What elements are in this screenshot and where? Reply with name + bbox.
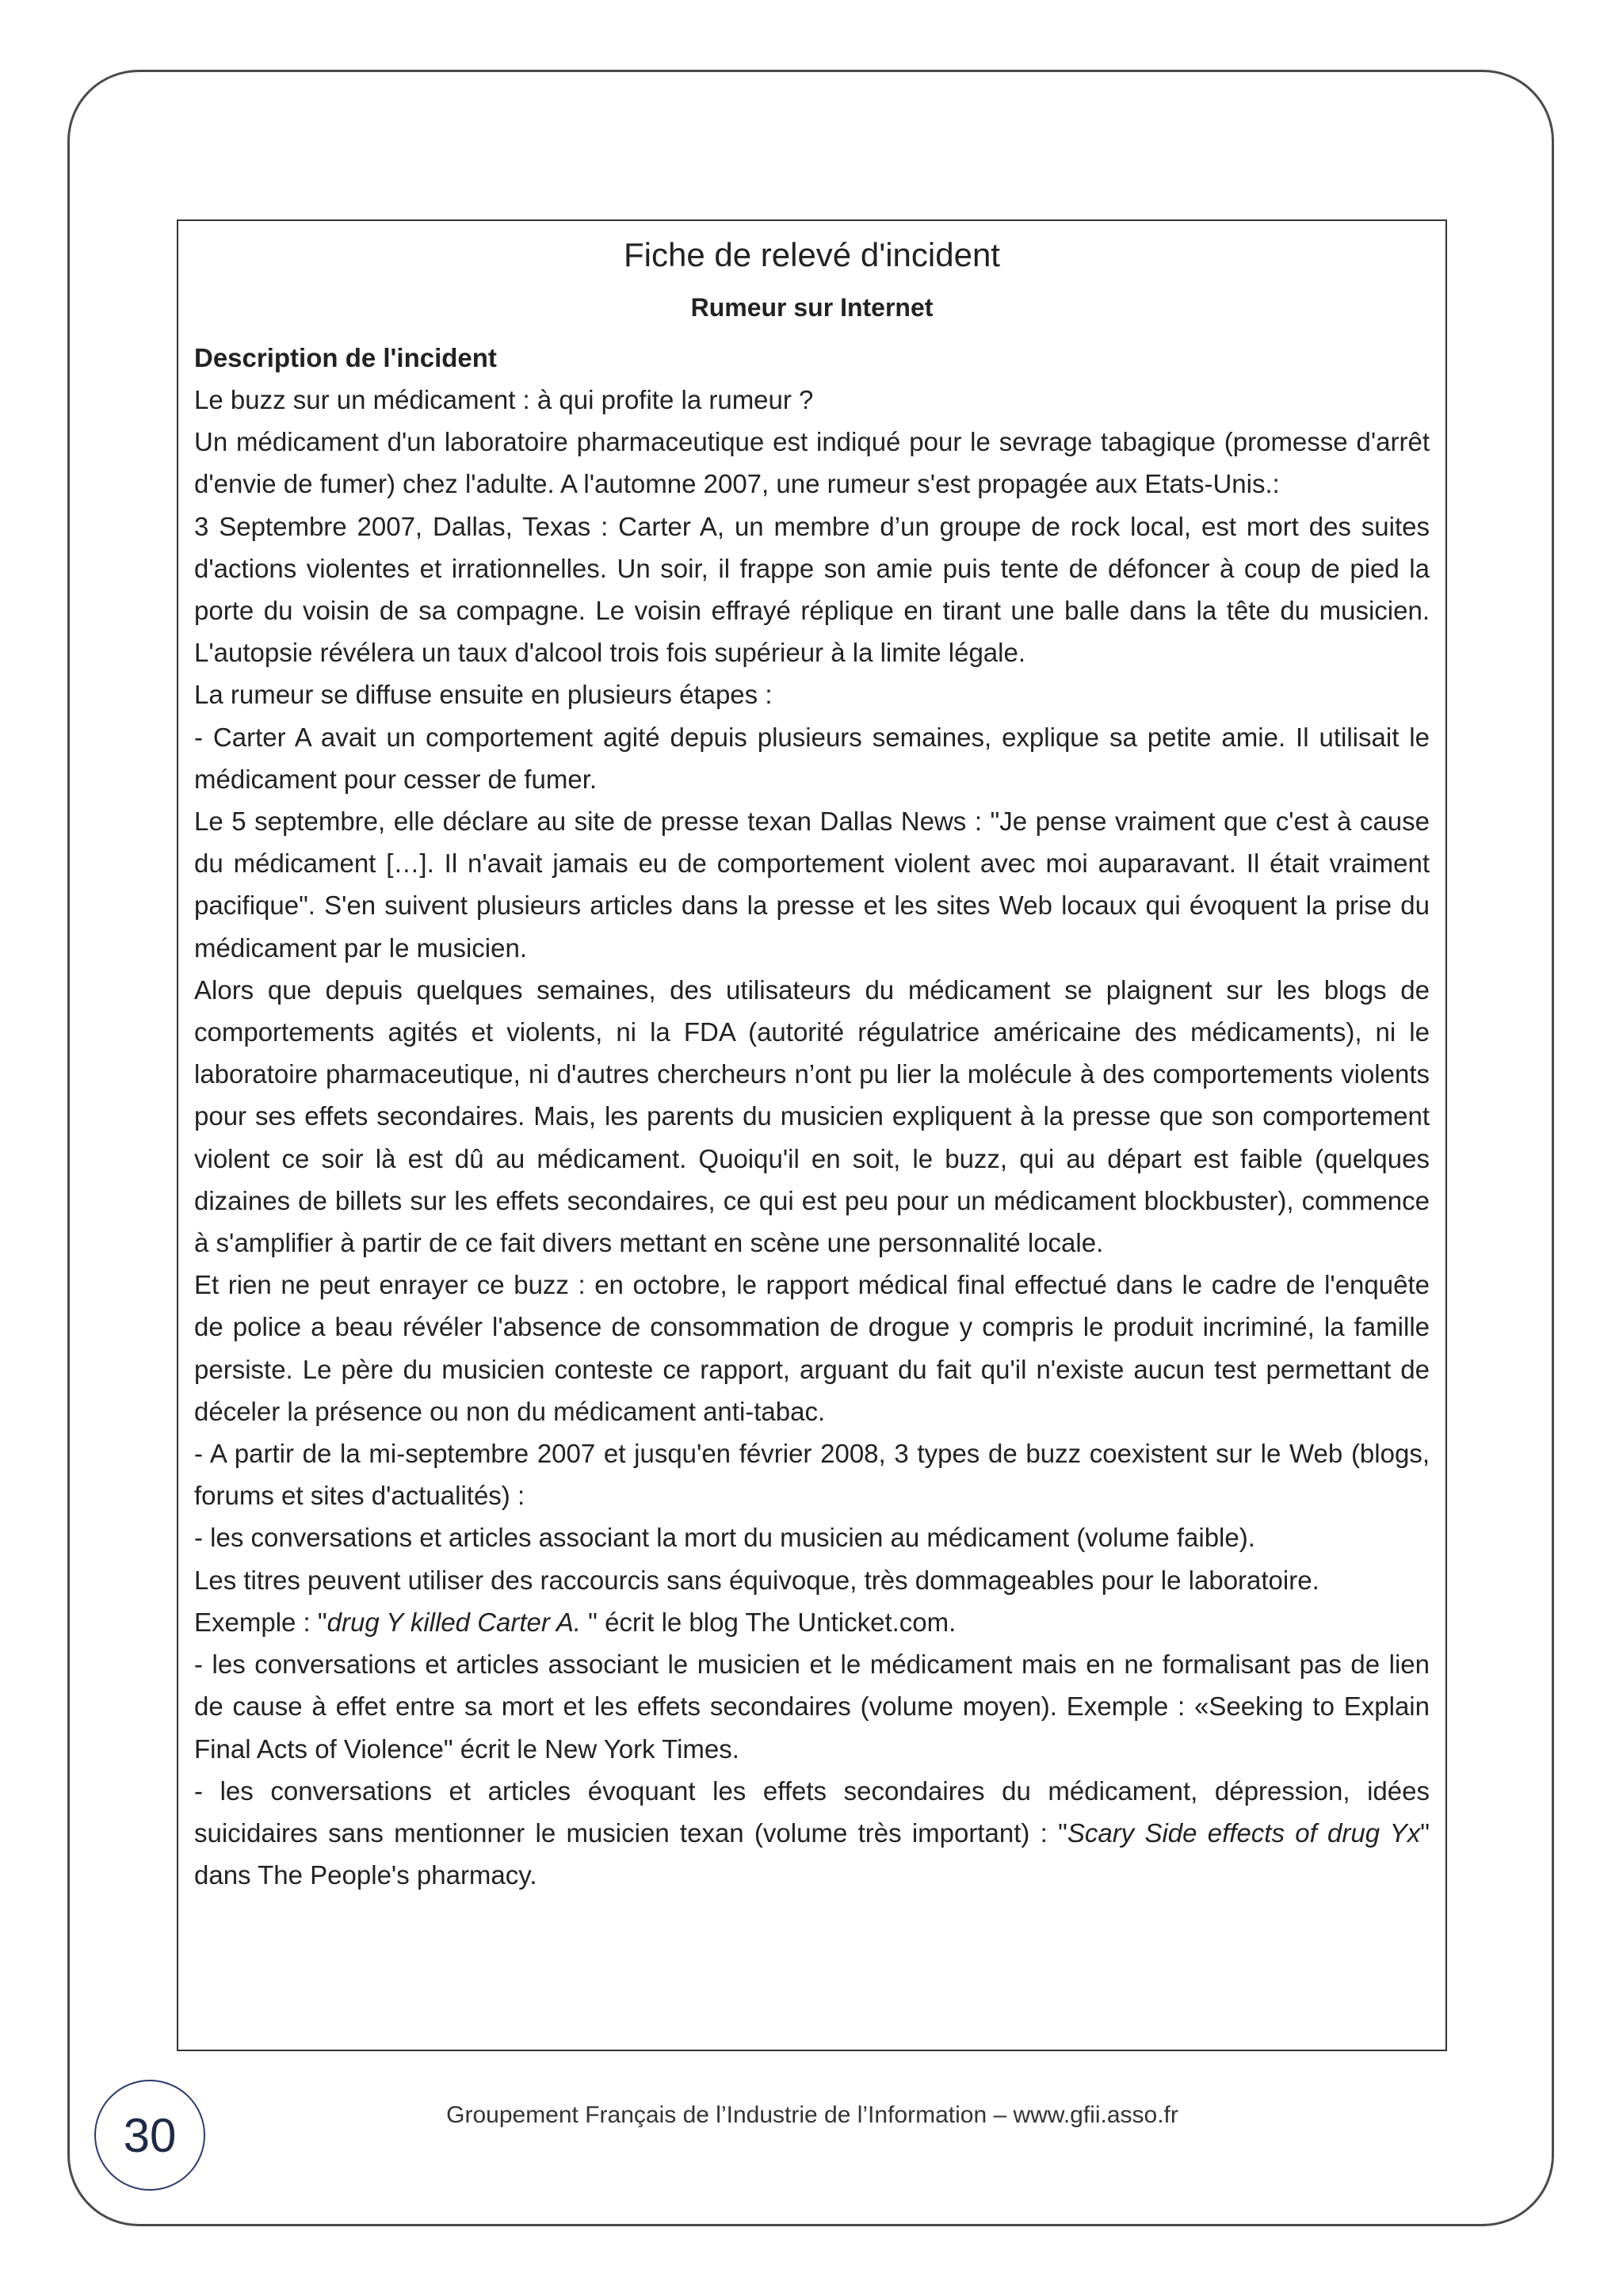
paragraph: 3 Septembre 2007, Dallas, Texas : Carter A, un membre d’un groupe de rock local, est mort des suites d'actions violentes et irrationnelles. Un soir, il frappe son amie puis tente de défoncer à coup de pied la porte du voisin de sa compagne. Le voisin effrayé réplique en tirant une balle dans la tête du musicien. L'autopsie révélera un taux d'alcool trois fois supérieur à la limite légale. [194,511,1430,668]
paragraph: - les conversations et articles associant la mort du musicien au médicament (volume faible). [194,1523,1255,1553]
paragraph: Et rien ne peut enrayer ce buzz : en octobre, le rapport médical final effectué dans le cadre de l'enquête de police a beau révéler l'absence de consommation de drogue y compris le produit incriminé, la famille persiste. Le père du musicien conteste ce rapport, arguant du fait qu'il n'existe aucun test permettant de déceler la présence ou non du médicament anti-tabac. [194,1270,1430,1426]
text-segment: Exemple : " [194,1607,327,1637]
paragraph: Les titres peuvent utiliser des raccourcis sans équivoque, très dommageables pour le laboratoire. [194,1565,1319,1595]
text-segment: " écrit le blog The Unticket.com. [581,1607,957,1637]
italic-quote: Scary Side effects of drug Yx [1067,1817,1421,1848]
text-segment: " dans The People's pharmacy. [194,1817,1430,1890]
document-title: Fiche de relevé d'incident [624,236,1000,273]
section-heading: Description de l'incident [194,343,497,372]
paragraph: - les conversations et articles associant le musicien et le médicament mais en ne formalisant pas de lien de cause à effet entre sa mort et les effets secondaires (volume moyen). Exemple : «Seeking to Explain Final Acts of Violence" écrit le New York Times. [194,1650,1430,1764]
paragraph: Le 5 septembre, elle déclare au site de presse texan Dallas News : "Je pense vraiment que c'est à cause du médicament […]. Il n'avait jamais eu de comportement violent avec moi auparavant. Il était vraiment pacifique". S'en suivent plusieurs articles dans la presse et les sites Web locaux qui évoquent la prise du médicament par le musicien. [194,807,1430,963]
paragraph: Le buzz sur un médicament : à qui profite la rumeur ? [194,385,814,414]
document-subtitle: Rumeur sur Internet [690,293,934,322]
paragraph: Un médicament d'un laboratoire pharmaceutique est indiqué pour le sevrage tabagique (promesse d'arrêt d'envie de fumer) chez l'adulte. A l'automne 2007, une rumeur s'est propagée aux Etats-Unis.: [194,427,1430,499]
paragraph: La rumeur se diffuse ensuite en plusieurs étapes : [194,680,773,710]
paragraph-with-italic [194,1601,1430,1643]
italic-quote: drug Y killed Carter A. [327,1607,582,1637]
paragraph-with-italic [194,1770,1430,1897]
text-segment: - les conversations et articles évoquant les effets secondaires du médicament, dépression, idées suicidaires sans mentionner le musicien texan (volume très important) : " [194,1775,1430,1848]
paragraph: - Carter A avait un comportement agité depuis plusieurs semaines, explique sa petite amie. Il utilisait le médicament pour cesser de fumer. [194,722,1430,794]
incident-report-box [177,219,1447,2051]
page-number: 30 [94,2080,205,2191]
paragraph: Alors que depuis quelques semaines, des utilisateurs du médicament se plaignent sur les blogs de comportements agités et violents, ni la FDA (autorité régulatrice américaine des médicaments), ni le laboratoire pharmaceutique, ni d'autres chercheurs n’ont pu lier la molécule à des comportements violents pour ses effets secondaires. Mais, les parents du musicien expliquent à la presse que son comportement violent ce soir là est dû au médicament. Quoiqu'il en soit, le buzz, qui au départ est faible (quelques dizaines de billets sur les effets secondaires, ce qui est peu pour un médicament blockbuster), commence à s'amplifier à partir de ce fait divers mettant en scène une personnalité locale. [194,974,1430,1258]
paragraph: - A partir de la mi-septembre 2007 et jusqu'en février 2008, 3 types de buzz coexistent sur le Web (blogs, forums et sites d'actualités) : [194,1439,1430,1511]
incident-description [194,379,1430,1896]
footer-text: Groupement Français de l’Industrie de l’Information – www.gfii.asso.fr [446,2102,1178,2128]
